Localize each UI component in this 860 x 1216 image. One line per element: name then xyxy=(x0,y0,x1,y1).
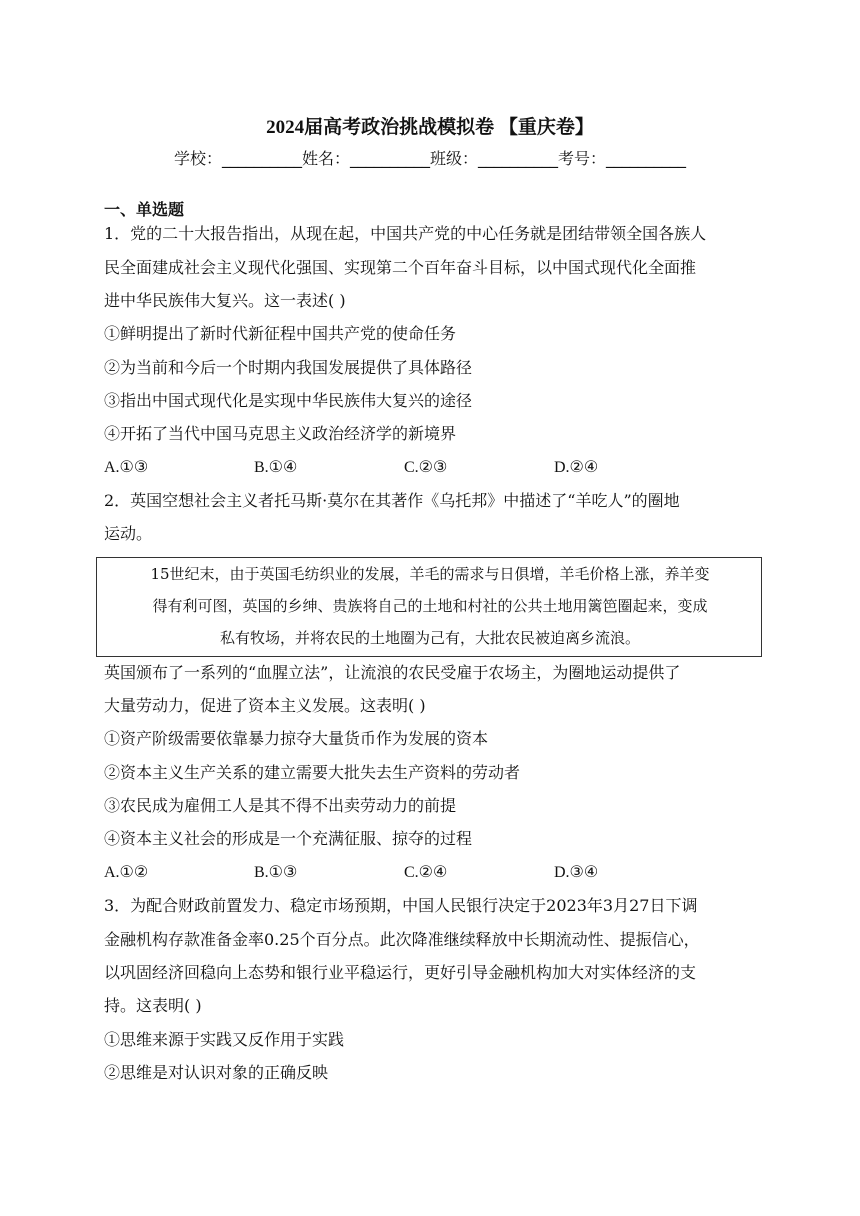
option-c[interactable]: C.②③ xyxy=(404,459,448,476)
student-info-line: 学校：__________姓名：__________班级：__________考号：__________ xyxy=(173,149,686,168)
material-line: 私有牧场，并将农民的土地圈为己有，大批农民被迫离乡流浪。 xyxy=(219,629,640,647)
section-heading: 一、单选题 xyxy=(104,200,185,219)
material-box xyxy=(96,557,762,657)
statement-2: ②资本主义生产关系的建立需要大批失去生产资料的劳动者 xyxy=(104,763,521,782)
option-d[interactable]: D.②④ xyxy=(554,459,599,476)
statement-3: ③农民成为雇佣工人是其不得不出卖劳动力的前提 xyxy=(104,796,457,815)
statement-3: ③指出中国式现代化是实现中华民族伟大复兴的途径 xyxy=(104,391,473,410)
question-text-line: 大量劳动力，促进了资本主义发展。这表明( ) xyxy=(104,696,426,715)
statement-4: ④资本主义社会的形成是一个充满征服、掠夺的过程 xyxy=(104,829,473,848)
question-text-line: 运动。 xyxy=(104,524,153,543)
exam-title: 2024届高考政治挑战模拟卷 【重庆卷】 xyxy=(266,117,594,138)
option-c[interactable]: C.②④ xyxy=(404,864,448,881)
question-text-line: 金融机构存款准备金率0.25个百分点。此次降准继续释放中长期流动性、提振信心， xyxy=(104,930,700,949)
statement-1: ①鲜明提出了新时代新征程中国共产党的使命任务 xyxy=(104,324,457,343)
question-text-line: 2．英国空想社会主义者托马斯·莫尔在其著作《乌托邦》中描述了“羊吃人”的圈地 xyxy=(104,491,680,510)
option-b[interactable]: B.①④ xyxy=(254,459,298,476)
option-b[interactable]: B.①③ xyxy=(254,864,298,881)
option-a[interactable]: A.①② xyxy=(104,864,149,881)
statement-1: ①思维来源于实践又反作用于实践 xyxy=(104,1030,345,1049)
question-text-line: 持。这表明( ) xyxy=(104,996,202,1015)
question-text-line: 进中华民族伟大复兴。这一表述( ) xyxy=(104,291,346,310)
material-line: 得有利可图，英国的乡绅、贵族将自己的土地和村社的公共土地用篱笆圈起来，变成 xyxy=(152,597,708,615)
question-text-line: 3．为配合财政前置发力、稳定市场预期，中国人民银行决定于2023年3月27日下调 xyxy=(104,896,698,915)
question-text-line: 1．党的二十大报告指出，从现在起，中国共产党的中心任务就是团结带领全国各族人 xyxy=(104,224,707,243)
option-a[interactable]: A.①③ xyxy=(104,459,149,476)
option-d[interactable]: D.③④ xyxy=(554,864,599,881)
statement-2: ②为当前和今后一个时期内我国发展提供了具体路径 xyxy=(104,358,473,377)
statement-1: ①资产阶级需要依靠暴力掠夺大量货币作为发展的资本 xyxy=(104,729,489,748)
question-text-line: 以巩固经济回稳向上态势和银行业平稳运行，更好引导金融机构加大对实体经济的支 xyxy=(104,963,697,982)
question-text-line: 民全面建成社会主义现代化强国、实现第二个百年奋斗目标，以中国式现代化全面推 xyxy=(104,258,697,277)
question-text-line: 英国颁布了一系列的“血腥立法”，让流浪的农民受雇于农场主，为圈地运动提供了 xyxy=(104,663,681,682)
statement-2: ②思维是对认识对象的正确反映 xyxy=(104,1063,329,1082)
material-line: 15世纪末，由于英国毛纺织业的发展，羊毛的需求与日俱增，羊毛价格上涨，养羊变 xyxy=(150,565,710,583)
statement-4: ④开拓了当代中国马克思主义政治经济学的新境界 xyxy=(104,424,457,443)
